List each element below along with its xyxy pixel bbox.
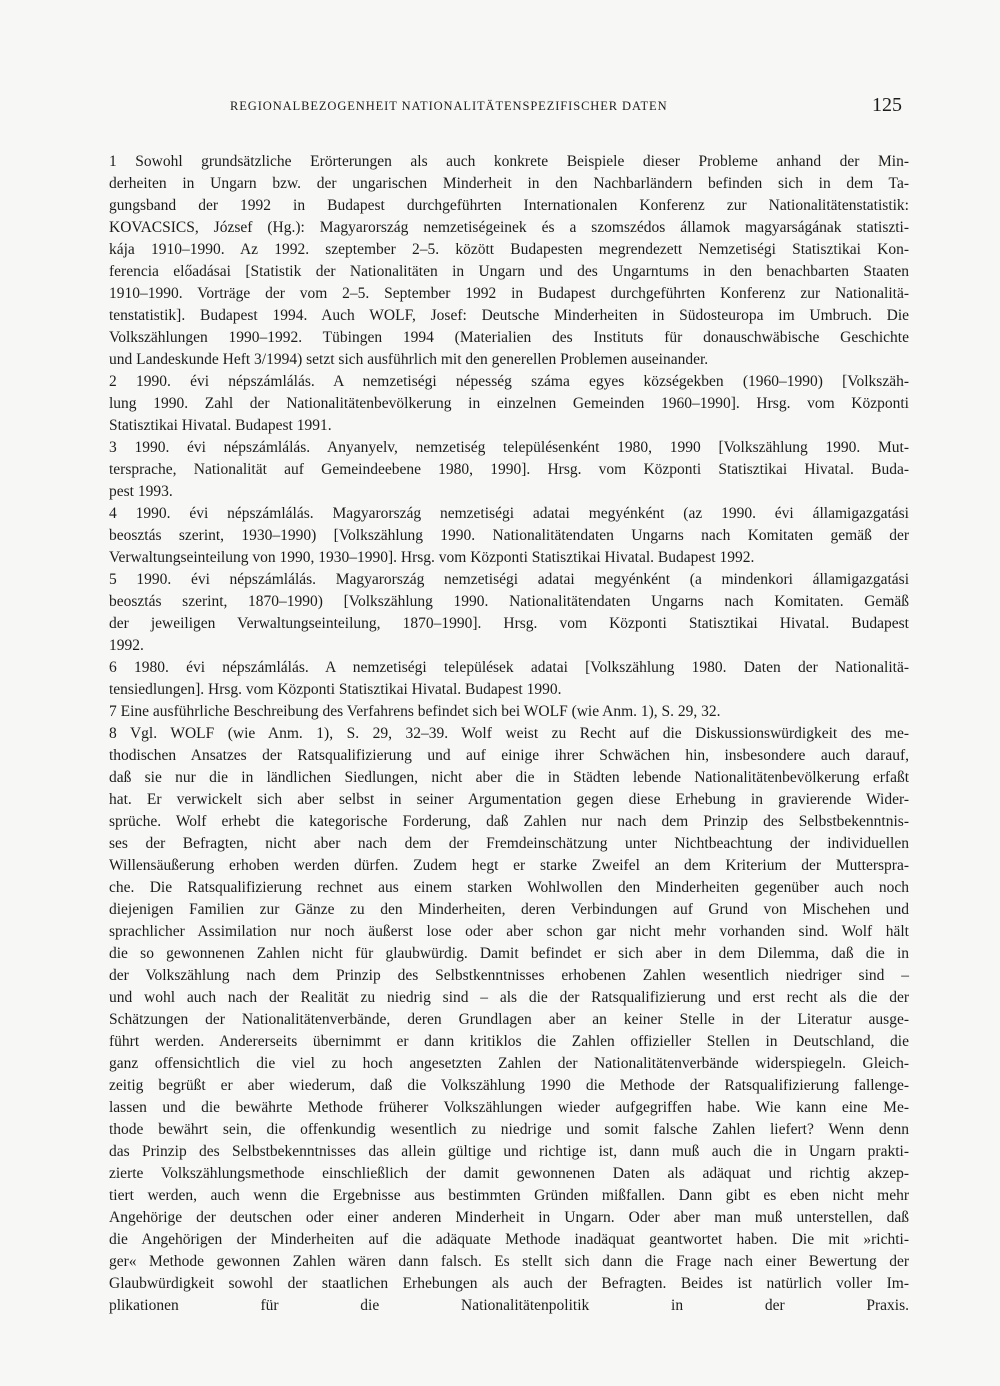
- footnote-8-line: [109, 1317, 909, 1339]
- footnote-1-line: gungsband der 1992 in Budapest durchgeführten Internationalen Konferenz zur Nationalitätenstatistik:: [109, 197, 909, 214]
- footnote-8-line: che. Die Ratsqualifizierung rechnet aus einem starken Wohlwollen den Minderheiten gegenüber auch noch: [109, 879, 909, 896]
- footnote-8-line: das Prinzip des Selbstbekenntnisses das allein gültige und richtige ist, dann muß auch die in Ungarn prakti-: [109, 1143, 909, 1160]
- footnote-1-line: derheiten in Ungarn bzw. der ungarischen Minderheit in den Nachbarländern befinden sich in dem Ta-: [109, 175, 909, 192]
- footnote-8-line: Angehörige der deutschen oder einer anderen Minderheit in Ungarn. Oder aber man muß unterstellen, daß: [109, 1209, 909, 1226]
- footnotes-block: [109, 151, 909, 1339]
- footnote-2-line: lung 1990. Zahl der Nationalitätenbevölkerung in einzelnen Gemeinden 1960–1990]. Hrsg. vom Központi: [109, 395, 909, 412]
- footnote-8-line: thodischen Ansatzes der Ratsqualifizierung und auf einige ihrer Schwächen hin, insbesondere auch darauf,: [109, 747, 909, 764]
- footnote-3-line: 3 1990. évi népszámlálás. Anyanyelv, nemzetiség településenként 1980, 1990 [Volkszählung 1990. Mut-: [109, 439, 909, 456]
- footnote-4-line: 4 1990. évi népszámlálás. Magyarország nemzetiségi adatai megyénként (az 1990. évi államigazgatási: [109, 505, 909, 522]
- footnote-3-line: tersprache, Nationalität auf Gemeindeebene 1980, 1990]. Hrsg. vom Központi Statisztikai Hivatal. Buda-: [109, 461, 909, 478]
- footnote-8-line: hat. Er verwickelt sich aber selbst in seiner Argumentation gegen diese Erhebung in gravierende Wider-: [109, 791, 909, 808]
- footnote-8-line: zierte Volkszählungsmethode einschließlich der damit gewonnenen Daten als adäquat und richtig akzep-: [109, 1165, 909, 1182]
- footnote-1-line: 1910–1990. Vorträge der vom 2–5. September 1992 in Budapest durchgeführten Konferenz zur Nationalitä-: [109, 285, 909, 302]
- footnote-8-line: sprüche. Wolf erhebt die kategorische Forderung, daß Zahlen nur nach dem Prinzip des Selbstbekenntnis-: [109, 813, 909, 830]
- footnote-8-line: der Volkszählung nach dem Prinzip des Selbstkenntnisses erhobenen Zahlen wesentlich niedriger sind –: [109, 967, 909, 984]
- footnote-8-line: Schätzungen der Nationalitätenverbände, deren Grundlagen aber an keiner Stelle in der Literatur ausge-: [109, 1011, 909, 1028]
- footnote-1-line: Volkszählungen 1990–1992. Tübingen 1994 (Materialien des Instituts für donauschwäbische Geschichte: [109, 329, 909, 346]
- footnote-8-line: tiert werden, auch wenn die Ergebnisse aus bestimmten Gründen mißfallen. Dann gibt es eben nicht mehr: [109, 1187, 909, 1204]
- footnote-1-line: und Landeskunde Heft 3/1994) setzt sich ausführlich mit den generellen Problemen auseinander.: [109, 351, 709, 368]
- footnote-6-line: 6 1980. évi népszámlálás. A nemzetiségi települések adatai [Volkszählung 1980. Daten der Nationalitä-: [109, 659, 909, 676]
- footnote-1-line: ferencia előadásai [Statistik der Nationalitäten in Ungarn und des Ungarntums in den benachbarten Staaten: [109, 263, 909, 280]
- footnote-8-line: führt werden. Andererseits übernimmt er dann kritiklos die Zahlen offizieller Stellen in Deutschland, die: [109, 1033, 909, 1050]
- footnote-4-line: beosztás szerint, 1930–1990) [Volkszählung 1990. Nationalitätendaten Ungarns nach Komitaten gemäß der: [109, 527, 909, 544]
- footnote-8-line: diejenigen Familien zur Gänze zu den Minderheiten, deren Verbindungen auf Grund von Mischehen und: [109, 901, 909, 918]
- footnote-7-line: 7 Eine ausführliche Beschreibung des Verfahrens befindet sich bei WOLF (wie Anm. 1), S. 29, 32.: [109, 703, 721, 720]
- footnote-8-line: Glaubwürdigkeit sowohl der staatlichen Erhebungen als auch der Befragten. Beides ist natürlich voller Im-: [109, 1275, 909, 1292]
- footnote-2-line: 2 1990. évi népszámlálás. A nemzetiségi népesség száma egyes községekben (1960–1990) [Volkszäh-: [109, 373, 909, 390]
- footnote-8-line: daß sie nur die in ländlichen Siedlungen, nicht aber die in Städten lebende Nationalitätenbevölkerung erfaßt: [109, 769, 909, 786]
- footnote-8-line: 8 Vgl. WOLF (wie Anm. 1), S. 29, 32–39. Wolf weist zu Recht auf die Diskussionswürdigkeit des me-: [109, 725, 909, 742]
- footnote-8-line: die Angehörigen der Minderheiten auf die adäquate Methode inadäquat geantwortet haben. Die mit »richti-: [109, 1231, 909, 1248]
- page-number: 125: [872, 94, 902, 116]
- footnote-5-line: 1992.: [109, 637, 144, 654]
- footnote-8-line: ger« Methode gewonnen Zahlen wären dann falsch. Es stellt sich dann die Frage nach einer Bewertung der: [109, 1253, 909, 1270]
- footnote-8-line: thode bewährt sein, die offenkundig wesentlich zu niedrige und somit falsche Zahlen liefert? Wenn denn: [109, 1121, 909, 1138]
- running-head: REGIONALBEZOGENHEIT NATIONALITÄTENSPEZIFISCHER DATEN: [230, 99, 668, 113]
- footnote-5-line: beosztás szerint, 1870–1990) [Volkszählung 1990. Nationalitätendaten Ungarns nach Komitaten. Gemäß: [109, 593, 909, 610]
- footnote-8-line: ganz offensichtlich die viel zu hoch angesetzten Zahlen der Nationalitätenverbände widerspiegeln. Gleich-: [109, 1055, 909, 1072]
- footnote-6-line: tensiedlungen]. Hrsg. vom Központi Statisztikai Hivatal. Budapest 1990.: [109, 681, 562, 698]
- footnote-2-line: Statisztikai Hivatal. Budapest 1991.: [109, 417, 332, 434]
- footnote-8-line: die so gewonnenen Zahlen nicht für glaubwürdig. Damit befindet er sich aber in dem Dilemma, daß die in: [109, 945, 909, 962]
- footnote-1-line: 1 Sowohl grundsätzliche Erörterungen als auch konkrete Beispiele dieser Probleme anhand der Min-: [109, 153, 909, 170]
- footnote-4-line: Verwaltungseinteilung von 1990, 1930–1990]. Hrsg. vom Központi Statisztikai Hivatal. Budapest 1992.: [109, 549, 755, 566]
- footnote-1-line: KOVACSICS, József (Hg.): Magyarország nemzetiségeinek és a szomszédos államok magyarságának statiszti-: [109, 219, 909, 236]
- footnote-8-line: ses der Befragten, nicht aber nach dem der Fremdeinschätzung unter Nichtbeachtung der individuellen: [109, 835, 909, 852]
- footnote-1-line: kája 1910–1990. Az 1992. szeptember 2–5. között Budapesten megrendezett Nemzetiségi Statisztikai Kon-: [109, 241, 909, 258]
- footnote-5-line: der jeweiligen Verwaltungseinteilung, 1870–1990]. Hrsg. vom Központi Statisztikai Hivatal. Budapest: [109, 615, 909, 632]
- footnote-8-line: sprachlicher Assimilation nur noch äußerst lose oder aber schon gar nicht mehr vorhanden sind. Wolf hält: [109, 923, 909, 940]
- footnote-3-line: pest 1993.: [109, 483, 173, 500]
- footnote-8-line: lassen und die bewährte Methode früherer Volkszählungen wieder aufgegriffen habe. Wie kann eine Me-: [109, 1099, 909, 1116]
- footnote-8-line: plikationen für die Nationalitätenpolitik in der Praxis.: [109, 1297, 909, 1314]
- footnote-1-line: tenstatistik]. Budapest 1994. Auch WOLF, Josef: Deutsche Minderheiten in Südosteuropa im Umbruch. Die: [109, 307, 909, 324]
- footnote-8-line: und wohl auch nach der Realität zu niedrig sind – als die der Ratsqualifizierung und erst recht als die der: [109, 989, 909, 1006]
- footnote-8-line: Willensäußerung erhoben werden dürfen. Zudem hegt er starke Zweifel an dem Kriterium der Mutterspra-: [109, 857, 909, 874]
- footnote-8-line: zeitig begrüßt er aber wiederum, daß die Volkszählung 1990 die Methode der Ratsqualifizierung fallenge-: [109, 1077, 909, 1094]
- footnote-5-line: 5 1990. évi népszámlálás. Magyarország nemzetiségi adatai megyénként (a mindenkori államigazgatási: [109, 571, 909, 588]
